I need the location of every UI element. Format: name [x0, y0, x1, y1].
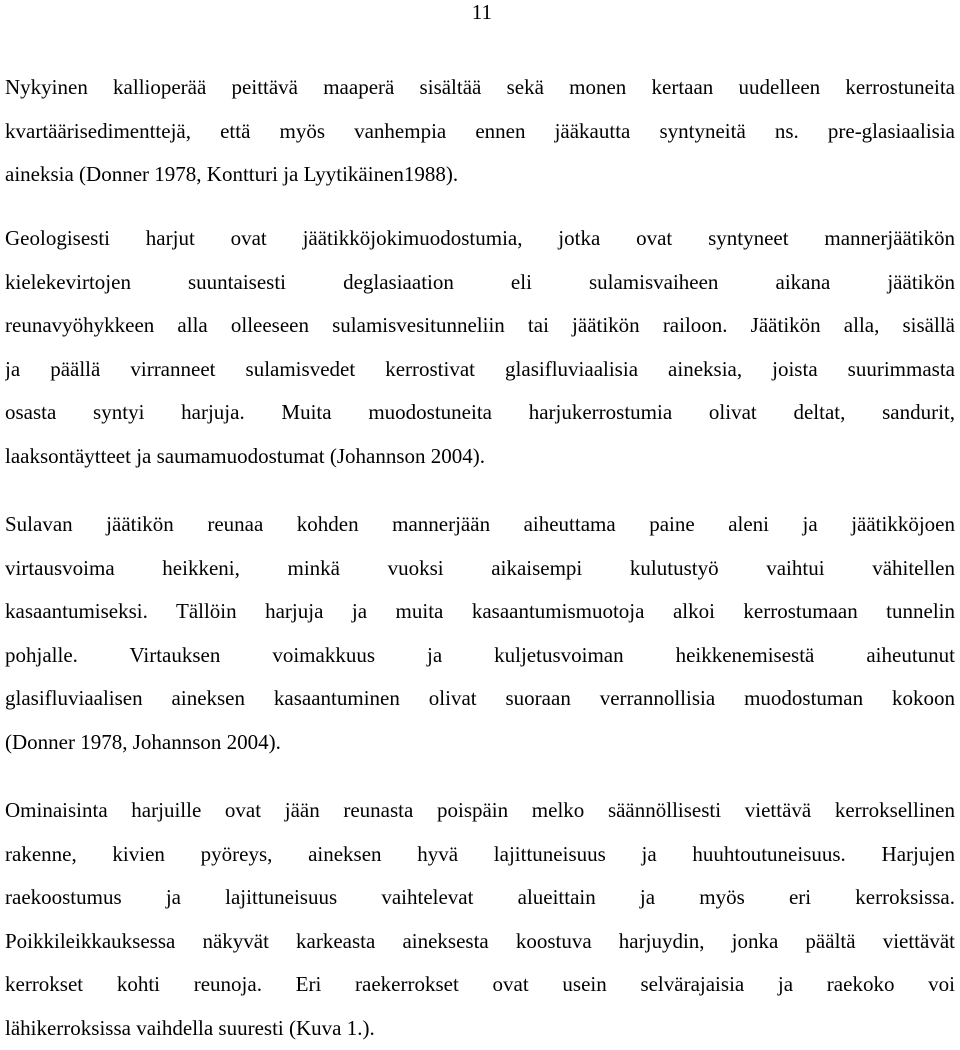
text-line: Geologisesti harjut ovat jäätikköjokimuodostumia, jotka ovat syntyneet mannerjäätikön [5, 217, 955, 261]
text-line: Sulavan jäätikön reunaa kohden mannerjään aiheuttama paine aleni ja jäätikköjoen [5, 503, 955, 547]
paragraph-3 [5, 503, 955, 764]
text-line: (Donner 1978, Johannson 2004). [5, 721, 955, 765]
text-line: Poikkileikkauksessa näkyvät karkeasta aineksesta koostuva harjuydin, jonka päältä viettävät [5, 920, 955, 964]
text-line: pohjalle. Virtauksen voimakkuus ja kuljetusvoiman heikkenemisestä aiheutunut [5, 634, 955, 678]
text-line: lähikerroksissa vaihdella suuresti (Kuva 1.). [5, 1007, 955, 1050]
text-line: virtausvoima heikkeni, minkä vuoksi aikaisempi kulutustyö vaihtui vähitellen [5, 547, 955, 591]
text-line: Ominaisinta harjuille ovat jään reunasta poispäin melko säännöllisesti viettävä kerroksellinen [5, 789, 955, 833]
text-line: reunavyöhykkeen alla olleeseen sulamisvesitunneliin tai jäätikön railoon. Jäätikön alla, sisällä [5, 304, 955, 348]
page-number: 11 [472, 0, 492, 24]
text-line: Nykyinen kallioperää peittävä maaperä sisältää sekä monen kertaan uudelleen kerrostuneita [5, 66, 955, 110]
text-line: kasaantumiseksi. Tällöin harjuja ja muita kasaantumismuotoja alkoi kerrostumaan tunnelin [5, 590, 955, 634]
paragraph-1 [5, 66, 955, 197]
text-line: kielekevirtojen suuntaisesti deglasiaation eli sulamisvaiheen aikana jäätikön [5, 261, 955, 305]
text-line: ja päällä virranneet sulamisvedet kerrostivat glasifluviaalisia aineksia, joista suurimmasta [5, 348, 955, 392]
text-line: aineksia (Donner 1978, Kontturi ja Lyytikäinen1988). [5, 153, 955, 197]
text-line: osasta syntyi harjuja. Muita muodostuneita harjukerrostumia olivat deltat, sandurit, [5, 391, 955, 435]
text-line: glasifluviaalisen aineksen kasaantuminen olivat suoraan verrannollisia muodostuman kokoon [5, 677, 955, 721]
paragraph-2 [5, 217, 955, 478]
text-line: raekoostumus ja lajittuneisuus vaihtelevat alueittain ja myös eri kerroksissa. [5, 876, 955, 920]
text-line: laaksontäytteet ja saumamuodostumat (Johannson 2004). [5, 435, 955, 479]
text-line: kerrokset kohti reunoja. Eri raekerrokset ovat usein selvärajaisia ja raekoko voi [5, 963, 955, 1007]
paragraph-4 [5, 789, 955, 1050]
text-line: rakenne, kivien pyöreys, aineksen hyvä lajittuneisuus ja huuhtoutuneisuus. Harjujen [5, 833, 955, 877]
text-line: kvartäärisedimenttejä, että myös vanhempia ennen jääkautta syntyneitä ns. pre-glasiaalisia [5, 110, 955, 154]
